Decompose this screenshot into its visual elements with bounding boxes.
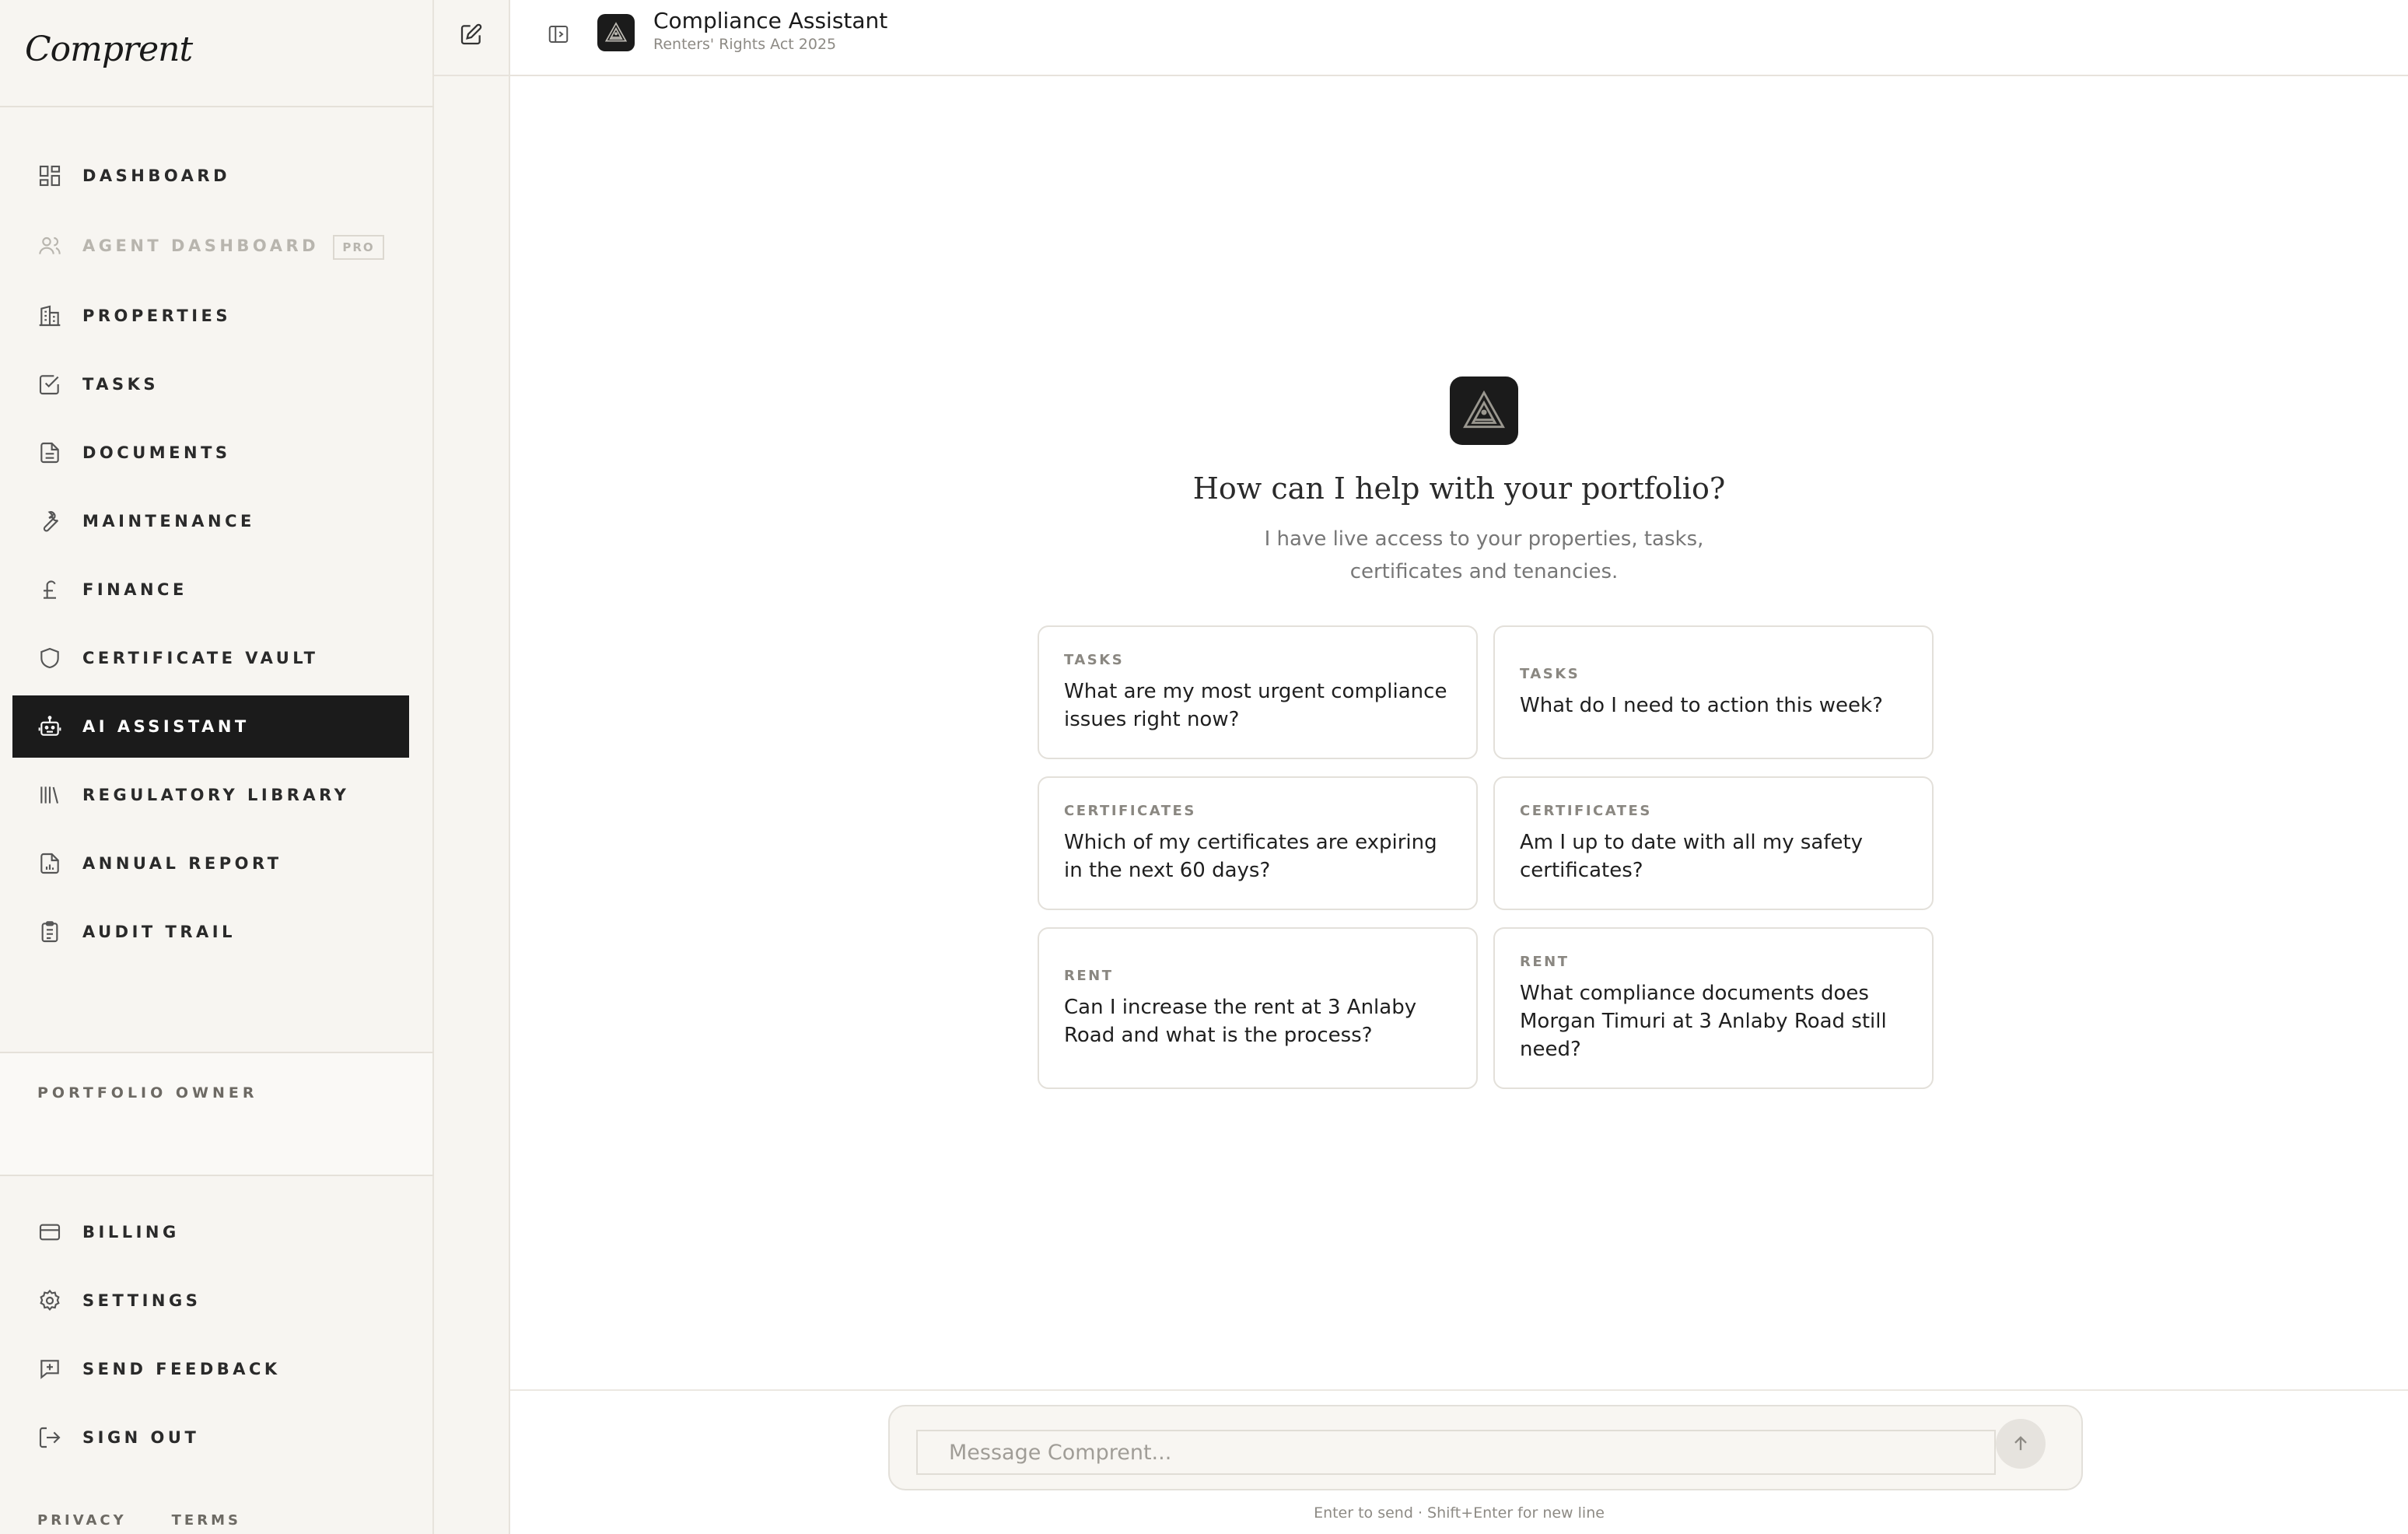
sidebar-item-regulatory-library[interactable] [12, 764, 409, 826]
triangle-logo-icon [1460, 387, 1508, 435]
privacy-link[interactable]: PRIVACY [37, 1512, 127, 1529]
suggestion-category: TASKS [1520, 665, 1580, 682]
building-icon [37, 303, 62, 328]
sidebar-item-label: AGENT DASHBOARD [82, 236, 320, 255]
brand-logo[interactable]: Comprent [25, 30, 193, 69]
document-icon [37, 440, 62, 465]
sidebar-item-ai-assistant[interactable] [12, 695, 409, 758]
assistant-hero-logo [1450, 376, 1518, 445]
sidebar-item-certificate-vault[interactable] [12, 627, 409, 689]
composer-divider [510, 1389, 2408, 1391]
robot-icon [37, 714, 62, 739]
sidebar-item-label: SEND FEEDBACK [82, 1360, 281, 1378]
report-icon [37, 851, 62, 876]
sidebar-item-label: MAINTENANCE [82, 512, 255, 531]
gear-icon [37, 1288, 62, 1313]
dashboard-grid-icon [37, 163, 62, 188]
clipboard-icon [37, 919, 62, 944]
credit-card-icon [37, 1220, 62, 1245]
sidebar-item-label: DOCUMENTS [82, 443, 231, 462]
sidebar-item-label: ANNUAL REPORT [82, 854, 282, 873]
pro-badge: PRO [333, 235, 384, 260]
users-icon [37, 233, 62, 258]
message-composer [888, 1405, 2083, 1490]
compose-icon [459, 22, 484, 47]
shield-icon [37, 646, 62, 671]
suggestion-card[interactable] [1038, 927, 1478, 1089]
page-title: Compliance Assistant [653, 8, 888, 33]
sidebar-item-tasks[interactable] [12, 353, 409, 415]
send-button[interactable] [1996, 1419, 2046, 1469]
terms-link[interactable]: TERMS [171, 1512, 241, 1529]
sidebar-item-label: BILLING [82, 1223, 180, 1242]
suggestion-question: Which of my certificates are expiring in the next 60 days? [1064, 830, 1437, 882]
sidebar-item-finance[interactable] [12, 559, 409, 621]
suggestion-question: Am I up to date with all my safety certificates? [1520, 830, 1864, 882]
suggestion-card[interactable] [1038, 776, 1478, 910]
suggestion-category: CERTIFICATES [1064, 802, 1196, 819]
suggestion-category: RENT [1520, 953, 1570, 970]
suggestion-question: What do I need to action this week? [1520, 693, 1883, 717]
suggestion-card[interactable] [1038, 625, 1478, 759]
sidebar-item-agent-dashboard[interactable] [12, 215, 409, 277]
sidebar-item-label: CERTIFICATE VAULT [82, 649, 319, 667]
library-icon [37, 783, 62, 807]
suggestion-question: Can I increase the rent at 3 Anlaby Road and what is the process? [1064, 995, 1417, 1047]
sidebar-item-label: FINANCE [82, 580, 187, 599]
portfolio-owner-section [0, 1053, 432, 1176]
suggestion-card[interactable] [1493, 625, 1934, 759]
sidebar-item-label: SETTINGS [82, 1291, 201, 1310]
page-subtitle: Renters' Rights Act 2025 [653, 36, 837, 53]
sign-out-icon [37, 1425, 62, 1450]
welcome-title: How can I help with your portfolio? [1192, 471, 1726, 506]
suggestion-card[interactable] [1493, 776, 1934, 910]
sidebar [0, 0, 434, 1534]
sidebar-item-annual-report[interactable] [12, 832, 409, 895]
conversation-rail [434, 0, 510, 1534]
sidebar-divider [0, 1175, 434, 1176]
checkbox-icon [37, 372, 62, 397]
sidebar-item-label: PROPERTIES [82, 306, 231, 325]
triangle-logo-icon [604, 20, 628, 45]
sidebar-item-send-feedback[interactable] [12, 1338, 409, 1400]
new-chat-button[interactable] [456, 19, 487, 50]
sidebar-item-documents[interactable] [12, 422, 409, 484]
message-input[interactable] [916, 1430, 1996, 1475]
portfolio-owner-label: PORTFOLIO OWNER [37, 1084, 258, 1101]
sidebar-item-label: TASKS [82, 375, 159, 394]
pound-icon [37, 577, 62, 602]
sidebar-divider [0, 106, 434, 107]
sidebar-item-label: AUDIT TRAIL [82, 923, 236, 941]
suggestion-card[interactable] [1493, 927, 1934, 1089]
sidebar-item-audit-trail[interactable] [12, 901, 409, 963]
suggestion-category: TASKS [1064, 651, 1125, 668]
sidebar-item-properties[interactable] [12, 285, 409, 347]
sidebar-item-label: DASHBOARD [82, 166, 231, 185]
sidebar-item-sign-out[interactable] [12, 1406, 409, 1469]
composer-hint: Enter to send · Shift+Enter for new line [1314, 1504, 1605, 1522]
sidebar-item-settings[interactable] [12, 1270, 409, 1332]
chat-header [510, 0, 2408, 76]
sidebar-item-billing[interactable] [12, 1201, 409, 1263]
sidebar-item-dashboard[interactable] [12, 145, 409, 207]
welcome-subtitle: I have live access to your properties, tasks, certificates and tenancies. [1264, 527, 1704, 583]
sidebar-panel-icon [547, 23, 570, 46]
suggestion-question: What compliance documents does Morgan Timuri at 3 Anlaby Road still need? [1520, 981, 1887, 1061]
sidebar-item-label: REGULATORY LIBRARY [82, 786, 350, 804]
toggle-panel-button[interactable] [543, 19, 574, 50]
wrench-icon [37, 509, 62, 534]
sidebar-item-label: SIGN OUT [82, 1428, 200, 1447]
feedback-icon [37, 1357, 62, 1382]
suggestion-category: CERTIFICATES [1520, 802, 1652, 819]
assistant-logo [597, 14, 635, 51]
suggestion-category: RENT [1064, 967, 1114, 984]
sidebar-item-maintenance[interactable] [12, 490, 409, 552]
sidebar-item-label: AI ASSISTANT [82, 717, 250, 736]
main-area [510, 0, 2408, 1534]
rail-header [434, 0, 509, 76]
sidebar-footer-links [37, 1512, 241, 1529]
arrow-up-icon [2010, 1433, 2032, 1455]
suggestion-question: What are my most urgent compliance issues right now? [1064, 679, 1447, 731]
